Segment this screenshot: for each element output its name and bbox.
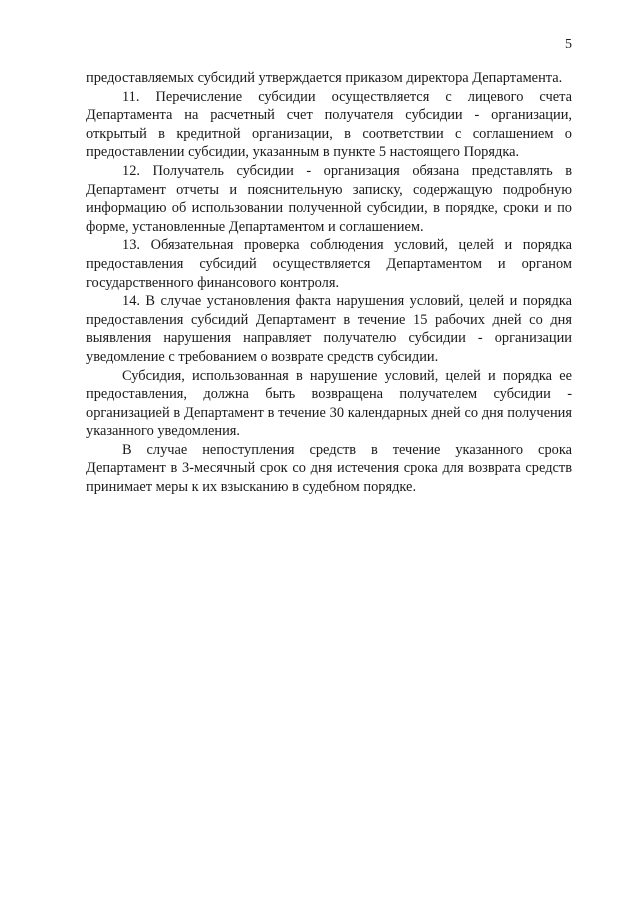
paragraph-item-12: 12. Получатель субсидии - организация обязана представлять в Департамент отчеты и пояснительную записку, содержащую подробную информацию об использовании полученной субсидии, в порядке, сроки и по форме, установленные Департаментом и соглашением. xyxy=(86,162,572,235)
document-body xyxy=(86,69,572,497)
paragraph-subsidy-return: Субсидия, использованная в нарушение условий, целей и порядка ее предоставления, должна быть возвращена получателем субсидии - организацией в Департамент в течение 30 календарных дней со дня получения указанного уведомления. xyxy=(86,367,572,440)
paragraph-item-14: 14. В случае установления факта нарушения условий, целей и порядка предоставления субсидий Департамент в течение 15 рабочих дней со дня выявления нарушения направляет получателю субсидии - организации уведомление с требованием о возврате средств субсидии. xyxy=(86,293,572,365)
paragraph-item-13: 13. Обязательная проверка соблюдения условий, целей и порядка предоставления субсидий осуществляется Департаментом и органом государственного финансового контроля. xyxy=(86,237,572,291)
page-number: 5 xyxy=(565,37,572,52)
paragraph-continuation: предоставляемых субсидий утверждается приказом директора Департамента. xyxy=(86,70,563,86)
paragraph-item-11: 11. Перечисление субсидии осуществляется с лицевого счета Департамента на расчетный счет получателя субсидии - организации, открытый в кредитной организации, в соответствии с соглашением о предоставлении субсидии, указанным в пункте 5 настоящего Порядка. xyxy=(86,88,572,161)
paragraph-court-recovery: В случае непоступления средств в течение указанного срока Департамент в 3-месячный срок со дня истечения срока для возврата средств принимает меры к их взысканию в судебном порядке. xyxy=(86,441,572,496)
